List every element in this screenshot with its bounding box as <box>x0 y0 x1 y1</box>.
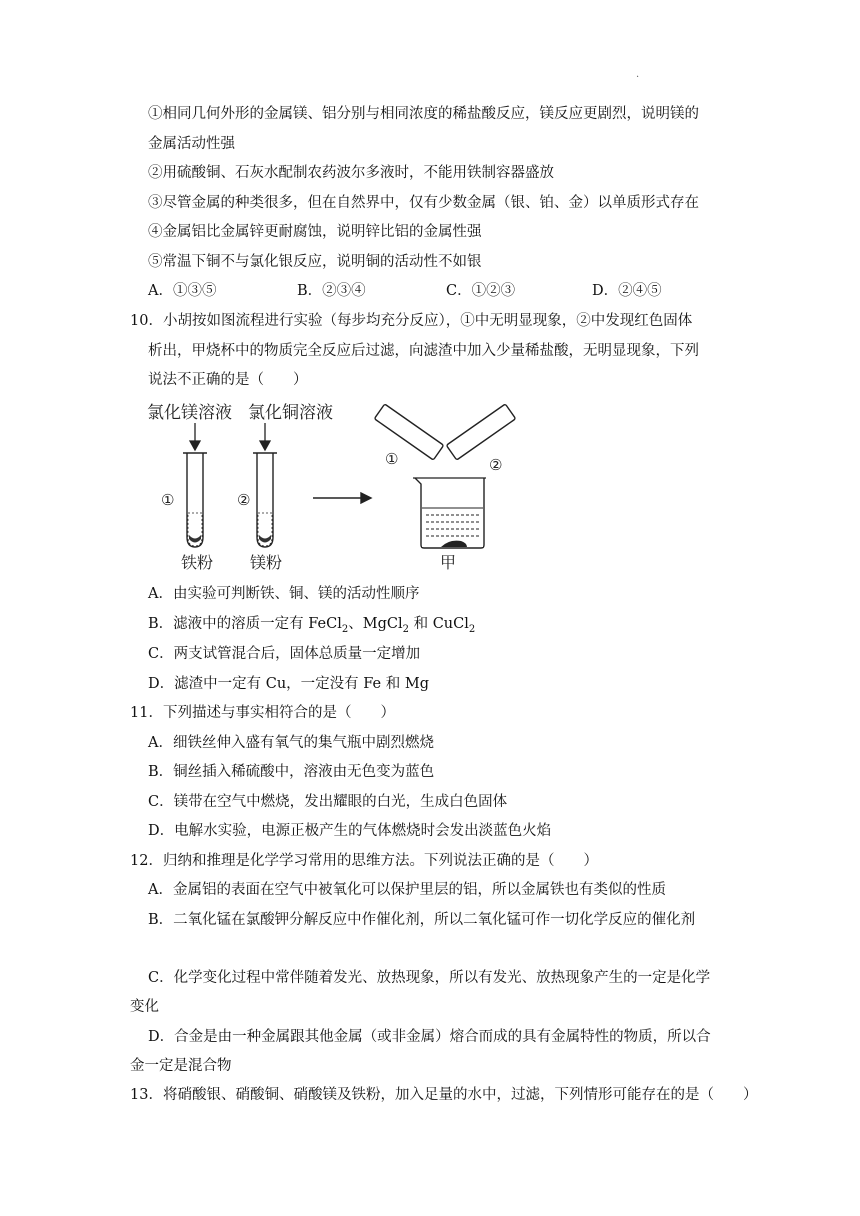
q10-figure <box>145 395 545 580</box>
q12-option-a[interactable]: A．金属铝的表面在空气中被氧化可以保护里层的铝，所以金属铁也有类似的性质 <box>148 882 666 898</box>
pour-2-number: ② <box>489 456 503 474</box>
q10-option-b-mid-2: 和 CuCl <box>408 616 469 632</box>
q9-statement-3: ③尽管金属的种类很多，但在自然界中，仅有少数金属（银、铂、金）以单质形式存在 <box>148 195 699 211</box>
q10-option-c[interactable]: C．两支试管混合后，固体总质量一定增加 <box>148 646 421 662</box>
q10-stem-line-2: 析出，甲烧杯中的物质完全反应后过滤，向滤渣中加入少量稀盐酸，无明显现象，下列 <box>148 343 699 359</box>
q12-option-c[interactable]: C．化学变化过程中常伴随着发光、放热现象，所以有发光、放热现象产生的一定是化学 <box>148 970 711 986</box>
q9-option-d[interactable]: D．②④⑤ <box>592 283 662 299</box>
pour-tube-2 <box>446 404 515 460</box>
q11-stem: 11．下列描述与事实相符合的是（ ） <box>130 705 395 721</box>
q10-option-d[interactable]: D．滤渣中一定有 Cu，一定没有 Fe 和 Mg <box>148 676 429 692</box>
q11-option-b[interactable]: B．铜丝插入稀硫酸中，溶液由无色变为蓝色 <box>148 764 435 780</box>
q10-option-b-mid: 、MgCl <box>348 616 403 632</box>
q10-option-b-sub-3: 2 <box>468 623 476 635</box>
q12-option-b[interactable]: B．二氧化锰在氯酸钾分解反应中作催化剂，所以二氧化锰可作一切化学反应的催化剂 <box>148 912 696 928</box>
q12-option-c-cont: 变化 <box>130 999 159 1015</box>
tube-2-solid-label: 镁粉 <box>250 553 283 572</box>
q9-statement-4: ④金属铝比金属锌更耐腐蚀，说明锌比铝的金属性强 <box>148 224 482 240</box>
q9-statement-5: ⑤常温下铜不与氯化银反应，说明铜的活动性不如银 <box>148 254 482 270</box>
q10-option-a[interactable]: A．由实验可判断铁、铜、镁的活动性顺序 <box>148 586 420 602</box>
page-mark: · <box>636 72 640 83</box>
tube-1-number: ① <box>161 491 175 509</box>
q12-option-d[interactable]: D．合金是由一种金属跟其他金属（或非金属）熔合而成的具有金属特性的物质，所以合 <box>148 1029 711 1045</box>
test-tube-2 <box>253 453 277 547</box>
q11-option-d[interactable]: D．电解水实验，电源正极产生的气体燃烧时会发出淡蓝色火焰 <box>148 823 552 839</box>
q13-stem: 13．将硝酸银、硝酸铜、硝酸镁及铁粉，加入足量的水中，过滤，下列情形可能存在的是（ ） <box>130 1087 758 1103</box>
q9-option-b[interactable]: B．②③④ <box>297 283 366 299</box>
arrow-right <box>313 493 371 503</box>
tube-1-solid-label: 铁粉 <box>181 553 214 572</box>
q10-option-b-text: B．滤液中的溶质一定有 FeCl <box>148 616 342 632</box>
q9-option-c[interactable]: C．①②③ <box>446 283 516 299</box>
q10-stem-line-3: 说法不正确的是（ ） <box>148 372 308 388</box>
reagent-2-label: 氯化铜溶液 <box>248 403 333 423</box>
q10-option-b[interactable] <box>148 614 475 634</box>
q10-option-b-sub-1: 2 <box>341 623 349 635</box>
q9-statement-1: ①相同几何外形的金属镁、铝分别与相同浓度的稀盐酸反应，镁反应更剧烈，说明镁的 <box>148 106 699 122</box>
beaker <box>413 478 486 548</box>
q10-option-b-sub-2: 2 <box>402 623 409 635</box>
q11-option-a[interactable]: A．细铁丝伸入盛有氧气的集气瓶中剧烈燃烧 <box>148 735 434 751</box>
q9-statement-2: ②用硫酸铜、石灰水配制农药波尔多液时，不能用铁制容器盛放 <box>148 165 554 181</box>
arrow-down-1 <box>190 423 200 450</box>
q12-stem: 12．归纳和推理是化学学习常用的思维方法。下列说法正确的是（ ） <box>130 853 598 869</box>
reagent-1-label: 氯化镁溶液 <box>147 403 232 423</box>
arrow-down-2 <box>260 423 270 450</box>
q9-statement-1-cont: 金属活动性强 <box>148 136 235 152</box>
test-tube-1 <box>183 453 207 547</box>
pour-1-number: ① <box>385 450 399 468</box>
beaker-label: 甲 <box>440 553 457 572</box>
q9-option-a[interactable]: A．①③⑤ <box>148 283 217 299</box>
tube-2-number: ② <box>237 491 251 509</box>
q11-option-c[interactable]: C．镁带在空气中燃烧，发出耀眼的白光，生成白色固体 <box>148 794 508 810</box>
q12-option-d-cont: 金一定是混合物 <box>130 1058 232 1074</box>
q10-stem-line-1: 10．小胡按如图流程进行实验（每步均充分反应），①中无明显现象，②中发现红色固体 <box>130 313 693 329</box>
